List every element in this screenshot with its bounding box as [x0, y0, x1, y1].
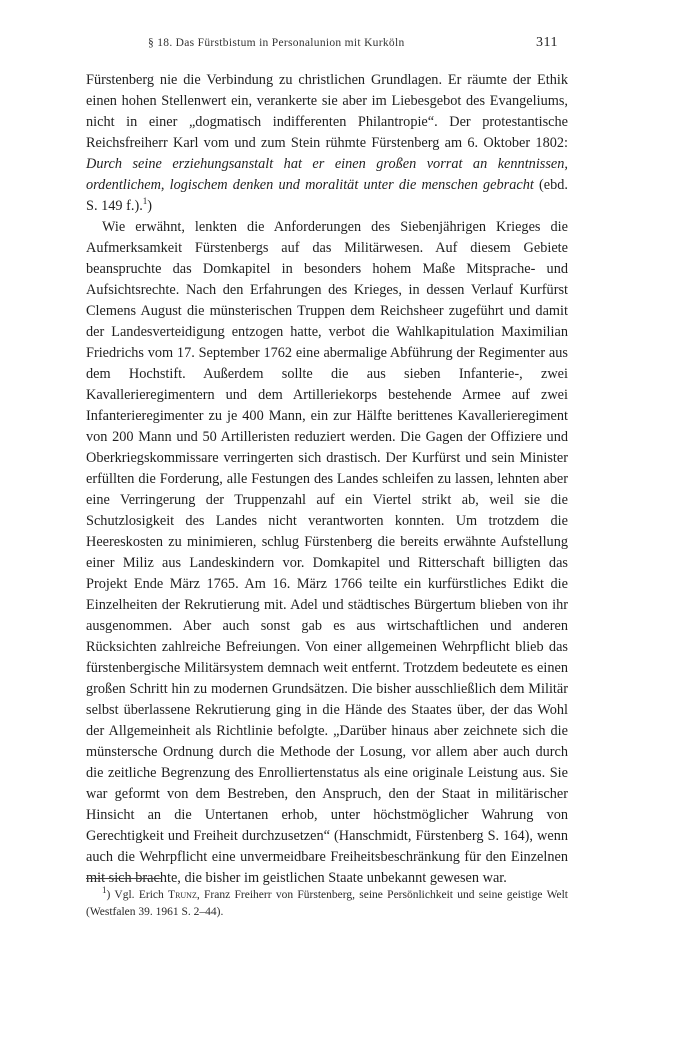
- main-text: [86, 70, 568, 889]
- footnote-divider: [86, 878, 162, 879]
- page-number: 311: [536, 35, 558, 50]
- paragraph-1-citation: (ebd. S. 149 f.).: [86, 177, 568, 214]
- paragraph-1: [86, 70, 568, 217]
- footnote-reference: 1: [142, 196, 148, 207]
- footnote-marker: 1: [102, 885, 107, 896]
- footnote-marker-close: ): [106, 889, 111, 901]
- footnote: [86, 887, 568, 921]
- paragraph-1-end: ): [147, 198, 153, 214]
- footnote-text-start: Vgl. Erich: [110, 889, 169, 901]
- stein-quote: Durch seine erziehungsanstalt hat er einen großen vorrat an kenntnissen, ordentlichem, logischem denken und moralität unter die menschen gebracht: [86, 156, 568, 193]
- footnote-text-end: , Franz Freiherr von Fürstenberg, seine Persönlichkeit und seine geistige Welt (Westfalen 39. 1961 S. 2–44).: [86, 889, 568, 918]
- running-head: § 18. Das Fürstbistum in Personalunion mit Kurköln: [148, 37, 405, 49]
- paragraph-1-text: Fürstenberg nie die Verbindung zu christlichen Grundlagen. Er räumte der Ethik einen hohen Stellenwert ein, verankerte sie aber im Liebesgebot des Evangeliums, nicht in einer „dogmatisch indifferenten Philantropie“. Der protestantische Reichsfreiherr Karl vom und zum Stein rühmte Fürstenberg am 6. Oktober 1802:: [86, 72, 568, 151]
- paragraph-2: Wie erwähnt, lenkten die Anforderungen des Siebenjährigen Krieges die Aufmerksamkeit Fürstenbergs auf das Militärwesen. Auf diesem Gebiete beanspruchte das Domkapitel in besonders hohem Maße Mitsprache- und Aufsichtsrechte. Nach den Erfahrungen des Krieges, in dessen Verlauf Kurfürst Clemens August die münsterischen Truppen dem Reichsheer zugeführt und damit der Landesverteidigung entzogen hatte, verbot die Wahlkapitulation Maximilian Friedrichs vom 17. September 1762 eine abermalige Abführung der Regimenter aus dem Hochstift. Außerdem sollte die aus sieben Infanterie-, zwei Kavallerieregimentern und dem Artilleriekorps bestehende Armee auf zwei Infanterieregimenter zu je 400 Mann, ein zur Hälfte berittenes Kavallerieregiment von 200 Mann und 50 Artilleristen reduziert werden. Die Gagen der Offiziere und Oberkriegskommissare verringerten sich drastisch. Der Kurfürst und sein Minister erfüllten die Forderung, alle Festungen des Landes schleifen zu lassen, lehnten aber eine Verringerung der Truppenzahl auf ein Viertel strikt ab, weil sie die Schutzlosigkeit des Landes nicht verantworten konnten. Um trotzdem die Heereskosten zu minimieren, schlug Fürstenberg die bereits erwähnte Aufstellung einer Miliz aus Landeskindern vor. Domkapitel und Ritterschaft billigten das Projekt Ende März 1765. Am 16. März 1766 teilte ein kurfürstliches Edikt die Einzelheiten der Rekrutierung mit. Adel und städtisches Bürgertum blieben von ihr ausgenommen. Aber auch sonst gab es aus wirtschaftlichen und anderen Rücksichten zahlreiche Befreiungen. Von einer allgemeinen Wehrpflicht blieb das fürstenbergische Militärsystem demnach weit entfernt. Trotzdem bedeutete es einen großen Schritt hin zu modernen Grundsätzen. Die bisher ausschließlich dem Militär selbst überlassene Rekrutierung ging in die Hände des Staates über, der das Wohl der Allgemeinheit als Richtlinie befolgte. „Darüber hinaus aber zeichnete sich die münstersche Ordnung durch die Methode der Losung, vor allem aber auch durch die zeitliche Begrenzung des Enrolliertenstatus als eine originale Leistung aus. Sie war geformt von dem Bestreben, den Anspruch, den der Staat in militärischer Hinsicht an die Untertanen erhob, unter höchstmöglicher Wahrung von Gerechtigkeit und Freiheit durchzusetzen“ (Hanschmidt, Fürstenberg S. 164), wenn auch die Wehrpflicht eine unvermeidbare Freiheitsbeschränkung für den Einzelnen mit sich brachte, die bisher im geistlichen Staate unbekannt gewesen war.: [86, 219, 568, 886]
- footnote-author: Trunz: [168, 889, 197, 901]
